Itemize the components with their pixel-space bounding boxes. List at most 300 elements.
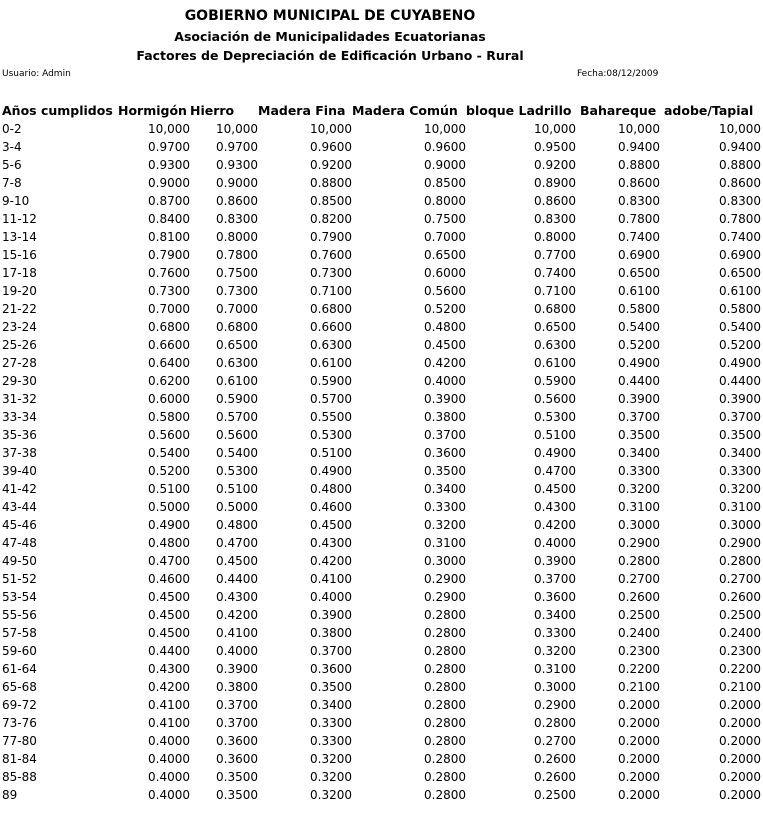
factor-cell: 0.5600 (216, 428, 258, 442)
table-row (0, 426, 761, 444)
factor-cell: 0.7600 (310, 248, 352, 262)
age-range-cell: 23-24 (2, 320, 37, 334)
age-range-cell: 39-40 (2, 464, 37, 478)
table-header-row (0, 100, 761, 120)
factor-cell: 0.5300 (534, 410, 576, 424)
age-range-cell: 35-36 (2, 428, 37, 442)
factor-cell: 0.3900 (216, 662, 258, 676)
factor-cell: 0.6500 (534, 320, 576, 334)
table-row (0, 300, 761, 318)
table-row (0, 498, 761, 516)
factor-cell: 0.4700 (148, 554, 190, 568)
factor-cell: 0.3100 (534, 662, 576, 676)
factor-cell: 0.4600 (148, 572, 190, 586)
factor-cell: 0.6800 (310, 302, 352, 316)
factor-cell: 0.4900 (310, 464, 352, 478)
factor-cell: 0.8600 (534, 194, 576, 208)
factor-cell: 0.7300 (216, 284, 258, 298)
factor-cell: 0.8800 (719, 158, 761, 172)
factor-cell: 0.3500 (618, 428, 660, 442)
column-header: Hormigón (118, 102, 187, 118)
factor-cell: 0.2700 (719, 572, 761, 586)
factor-cell: 0.2800 (424, 734, 466, 748)
factor-cell: 10,000 (618, 122, 660, 136)
factor-cell: 0.2900 (424, 590, 466, 604)
factor-cell: 0.9500 (534, 140, 576, 154)
factor-cell: 0.3200 (310, 788, 352, 802)
table-row (0, 750, 761, 768)
factor-cell: 0.9300 (216, 158, 258, 172)
factor-cell: 0.2800 (618, 554, 660, 568)
factor-cell: 10,000 (148, 122, 190, 136)
table-row (0, 174, 761, 192)
table-row (0, 156, 761, 174)
factor-cell: 0.3800 (424, 410, 466, 424)
factor-cell: 0.4000 (148, 734, 190, 748)
age-range-cell: 65-68 (2, 680, 37, 694)
factor-cell: 0.3500 (216, 770, 258, 784)
table-row (0, 570, 761, 588)
factor-cell: 0.3200 (310, 752, 352, 766)
factor-cell: 0.9000 (148, 176, 190, 190)
factor-cell: 0.2300 (719, 644, 761, 658)
age-range-cell: 3-4 (2, 140, 22, 154)
factor-cell: 0.5400 (216, 446, 258, 460)
table-row (0, 624, 761, 642)
factor-cell: 0.8600 (719, 176, 761, 190)
factor-cell: 0.2500 (618, 608, 660, 622)
factor-cell: 0.2500 (719, 608, 761, 622)
factor-cell: 0.4500 (148, 626, 190, 640)
factor-cell: 0.5000 (148, 500, 190, 514)
factor-cell: 0.4800 (216, 518, 258, 532)
factor-cell: 0.6800 (216, 320, 258, 334)
factor-cell: 0.3300 (618, 464, 660, 478)
table-row (0, 444, 761, 462)
factor-cell: 0.8500 (310, 194, 352, 208)
factor-cell: 0.3500 (310, 680, 352, 694)
factor-cell: 0.4400 (618, 374, 660, 388)
factor-cell: 0.3700 (618, 410, 660, 424)
factor-cell: 0.6500 (216, 338, 258, 352)
factor-cell: 0.2900 (719, 536, 761, 550)
report-title: GOBIERNO MUNICIPAL DE CUYABENO (184, 8, 476, 24)
factor-cell: 0.8000 (424, 194, 466, 208)
factor-cell: 0.4000 (534, 536, 576, 550)
age-range-cell: 61-64 (2, 662, 37, 676)
column-header: Años cumplidos (2, 102, 113, 118)
factor-cell: 0.6100 (534, 356, 576, 370)
table-row (0, 462, 761, 480)
table-row (0, 678, 761, 696)
table-row (0, 714, 761, 732)
factor-cell: 0.4900 (719, 356, 761, 370)
factor-cell: 0.7000 (216, 302, 258, 316)
age-range-cell: 15-16 (2, 248, 37, 262)
age-range-cell: 19-20 (2, 284, 37, 298)
factor-cell: 0.2000 (719, 698, 761, 712)
factor-cell: 0.3400 (310, 698, 352, 712)
factor-cell: 0.2100 (719, 680, 761, 694)
factor-cell: 0.3500 (424, 464, 466, 478)
factor-cell: 0.6100 (719, 284, 761, 298)
factor-cell: 0.4200 (534, 518, 576, 532)
factor-cell: 0.8800 (310, 176, 352, 190)
factor-cell: 0.6800 (534, 302, 576, 316)
factor-cell: 0.2400 (618, 626, 660, 640)
factor-cell: 0.3400 (618, 446, 660, 460)
age-range-cell: 85-88 (2, 770, 37, 784)
factor-cell: 0.5200 (148, 464, 190, 478)
table-row (0, 408, 761, 426)
factor-cell: 0.6300 (534, 338, 576, 352)
age-range-cell: 13-14 (2, 230, 37, 244)
factor-cell: 0.6100 (310, 356, 352, 370)
factor-cell: 0.3600 (310, 662, 352, 676)
factor-cell: 0.2000 (618, 734, 660, 748)
factor-cell: 0.4500 (148, 608, 190, 622)
factor-cell: 0.3200 (618, 482, 660, 496)
age-range-cell: 11-12 (2, 212, 37, 226)
factor-cell: 0.4500 (424, 338, 466, 352)
factor-cell: 0.3100 (719, 500, 761, 514)
age-range-cell: 0-2 (2, 122, 22, 136)
factor-cell: 0.7900 (310, 230, 352, 244)
age-range-cell: 31-32 (2, 392, 37, 406)
factor-cell: 0.7100 (534, 284, 576, 298)
factor-cell: 0.3400 (719, 446, 761, 460)
factor-cell: 0.4400 (148, 644, 190, 658)
age-range-cell: 27-28 (2, 356, 37, 370)
factor-cell: 0.3500 (216, 788, 258, 802)
factor-cell: 0.6400 (148, 356, 190, 370)
factor-cell: 0.2900 (618, 536, 660, 550)
table-row (0, 768, 761, 786)
age-range-cell: 51-52 (2, 572, 37, 586)
factor-cell: 0.4200 (148, 680, 190, 694)
column-header: Madera Común (352, 102, 458, 118)
factor-cell: 0.2800 (534, 716, 576, 730)
factor-cell: 0.8200 (310, 212, 352, 226)
factor-cell: 0.3700 (216, 716, 258, 730)
factor-cell: 0.3200 (719, 482, 761, 496)
factor-cell: 0.8000 (534, 230, 576, 244)
factor-cell: 0.2600 (534, 770, 576, 784)
factor-cell: 0.4500 (148, 590, 190, 604)
factor-cell: 0.6800 (148, 320, 190, 334)
factor-cell: 0.4900 (534, 446, 576, 460)
factor-cell: 0.3900 (310, 608, 352, 622)
factor-cell: 0.9600 (310, 140, 352, 154)
factor-cell: 0.7500 (424, 212, 466, 226)
column-header: bloque Ladrillo (466, 102, 572, 118)
factor-cell: 0.2000 (618, 716, 660, 730)
age-range-cell: 53-54 (2, 590, 37, 604)
factor-cell: 0.3400 (534, 608, 576, 622)
factor-cell: 0.5100 (148, 482, 190, 496)
factor-cell: 0.5800 (719, 302, 761, 316)
factor-cell: 0.8600 (618, 176, 660, 190)
table-row (0, 552, 761, 570)
factor-cell: 0.4300 (148, 662, 190, 676)
age-range-cell: 81-84 (2, 752, 37, 766)
factor-cell: 0.2000 (618, 698, 660, 712)
factor-cell: 0.2800 (719, 554, 761, 568)
factor-cell: 0.4300 (534, 500, 576, 514)
factor-cell: 0.3600 (424, 446, 466, 460)
age-range-cell: 69-72 (2, 698, 37, 712)
factor-cell: 0.5500 (310, 410, 352, 424)
factor-cell: 0.7900 (148, 248, 190, 262)
factor-cell: 0.4900 (148, 518, 190, 532)
factor-cell: 0.2800 (424, 644, 466, 658)
factor-cell: 0.4000 (148, 770, 190, 784)
factor-cell: 10,000 (719, 122, 761, 136)
factor-cell: 0.4800 (148, 536, 190, 550)
factor-cell: 0.5800 (148, 410, 190, 424)
factor-cell: 0.3900 (534, 554, 576, 568)
factor-cell: 0.4200 (216, 608, 258, 622)
factor-cell: 0.3600 (216, 752, 258, 766)
table-row (0, 282, 761, 300)
report-subtitle: Asociación de Municipalidades Ecuatorianas (174, 29, 486, 44)
factor-cell: 0.5000 (216, 500, 258, 514)
factor-cell: 0.2500 (534, 788, 576, 802)
table-row (0, 318, 761, 336)
factor-cell: 0.3700 (424, 428, 466, 442)
factor-cell: 0.5800 (618, 302, 660, 316)
factor-cell: 0.2800 (424, 698, 466, 712)
factor-cell: 0.8300 (618, 194, 660, 208)
factor-cell: 0.2800 (424, 680, 466, 694)
factor-cell: 0.3700 (534, 572, 576, 586)
factor-cell: 0.2800 (424, 770, 466, 784)
factor-cell: 0.5600 (534, 392, 576, 406)
factor-cell: 0.4000 (310, 590, 352, 604)
factor-cell: 0.2800 (424, 626, 466, 640)
factor-cell: 0.5400 (719, 320, 761, 334)
table-row (0, 120, 761, 138)
factor-cell: 0.2700 (618, 572, 660, 586)
factor-cell: 0.3900 (719, 392, 761, 406)
factor-cell: 0.5200 (424, 302, 466, 316)
factor-cell: 0.5400 (148, 446, 190, 460)
table-row (0, 480, 761, 498)
factor-cell: 0.5400 (618, 320, 660, 334)
factor-cell: 0.3300 (534, 626, 576, 640)
table-row (0, 264, 761, 282)
factor-cell: 0.6100 (216, 374, 258, 388)
table-row (0, 660, 761, 678)
age-range-cell: 47-48 (2, 536, 37, 550)
factor-cell: 0.4100 (148, 698, 190, 712)
factor-cell: 0.5600 (148, 428, 190, 442)
factor-cell: 0.5700 (216, 410, 258, 424)
factor-cell: 0.6100 (618, 284, 660, 298)
factor-cell: 0.9000 (216, 176, 258, 190)
factor-cell: 0.3700 (719, 410, 761, 424)
factor-cell: 0.2000 (719, 770, 761, 784)
age-range-cell: 5-6 (2, 158, 22, 172)
factor-cell: 0.3900 (424, 392, 466, 406)
factor-cell: 0.8600 (216, 194, 258, 208)
age-range-cell: 29-30 (2, 374, 37, 388)
factor-cell: 0.2600 (534, 752, 576, 766)
factor-cell: 0.4000 (148, 788, 190, 802)
factor-cell: 0.3000 (618, 518, 660, 532)
table-row (0, 246, 761, 264)
factor-cell: 0.4300 (310, 536, 352, 550)
factor-cell: 0.8900 (534, 176, 576, 190)
factor-cell: 0.7800 (719, 212, 761, 226)
factor-cell: 0.2800 (424, 608, 466, 622)
table-row (0, 192, 761, 210)
age-range-cell: 37-38 (2, 446, 37, 460)
factor-cell: 0.6300 (216, 356, 258, 370)
factor-cell: 0.6900 (719, 248, 761, 262)
factor-cell: 0.5100 (310, 446, 352, 460)
factor-cell: 0.5200 (618, 338, 660, 352)
factor-cell: 0.7500 (216, 266, 258, 280)
factor-cell: 0.4800 (424, 320, 466, 334)
factor-cell: 0.3700 (310, 644, 352, 658)
factor-cell: 10,000 (424, 122, 466, 136)
factor-cell: 0.2800 (424, 716, 466, 730)
date-label: Fecha:08/12/2009 (577, 69, 659, 79)
factor-cell: 0.3300 (719, 464, 761, 478)
factor-cell: 0.6300 (310, 338, 352, 352)
factor-cell: 0.4800 (310, 482, 352, 496)
factor-cell: 0.5700 (310, 392, 352, 406)
table-row (0, 354, 761, 372)
age-range-cell: 41-42 (2, 482, 37, 496)
factor-cell: 0.3100 (618, 500, 660, 514)
factor-cell: 0.8400 (148, 212, 190, 226)
table-row (0, 642, 761, 660)
factor-cell: 0.2000 (719, 788, 761, 802)
factor-cell: 0.4100 (310, 572, 352, 586)
factor-cell: 0.4500 (310, 518, 352, 532)
factor-cell: 0.9400 (719, 140, 761, 154)
factor-cell: 0.3800 (216, 680, 258, 694)
table-row (0, 372, 761, 390)
factor-cell: 0.3300 (424, 500, 466, 514)
user-label: Usuario: Admin (2, 69, 71, 79)
factor-cell: 0.4300 (216, 590, 258, 604)
age-range-cell: 21-22 (2, 302, 37, 316)
age-range-cell: 7-8 (2, 176, 22, 190)
age-range-cell: 43-44 (2, 500, 37, 514)
factor-cell: 0.5900 (216, 392, 258, 406)
factor-cell: 0.3800 (310, 626, 352, 640)
factor-cell: 0.9000 (424, 158, 466, 172)
factor-cell: 0.9600 (424, 140, 466, 154)
column-header: adobe/Tapial (664, 102, 754, 118)
factor-cell: 0.7100 (310, 284, 352, 298)
factor-cell: 0.3200 (534, 644, 576, 658)
factor-cell: 0.5300 (310, 428, 352, 442)
factor-cell: 0.7400 (534, 266, 576, 280)
factor-cell: 0.9200 (310, 158, 352, 172)
factor-cell: 0.4500 (216, 554, 258, 568)
factor-cell: 0.5100 (534, 428, 576, 442)
factor-cell: 10,000 (310, 122, 352, 136)
factor-cell: 0.4400 (216, 572, 258, 586)
factor-cell: 0.2000 (618, 770, 660, 784)
age-range-cell: 59-60 (2, 644, 37, 658)
age-range-cell: 45-46 (2, 518, 37, 532)
factor-cell: 0.2900 (534, 698, 576, 712)
factor-cell: 0.7400 (618, 230, 660, 244)
factor-cell: 0.2600 (618, 590, 660, 604)
factor-cell: 0.3000 (719, 518, 761, 532)
table-row (0, 786, 761, 804)
factor-cell: 0.8300 (719, 194, 761, 208)
age-range-cell: 89 (2, 788, 18, 802)
factor-cell: 0.9300 (148, 158, 190, 172)
factor-cell: 0.2700 (534, 734, 576, 748)
age-range-cell: 49-50 (2, 554, 37, 568)
table-row (0, 210, 761, 228)
age-range-cell: 57-58 (2, 626, 37, 640)
factor-cell: 0.9700 (216, 140, 258, 154)
factor-cell: 0.6000 (148, 392, 190, 406)
table-row (0, 390, 761, 408)
factor-cell: 0.4400 (719, 374, 761, 388)
factor-cell: 0.7300 (310, 266, 352, 280)
factor-cell: 0.3200 (424, 518, 466, 532)
age-range-cell: 73-76 (2, 716, 37, 730)
table-row (0, 138, 761, 156)
column-header: Madera Fina (258, 102, 346, 118)
factor-cell: 0.8500 (424, 176, 466, 190)
age-range-cell: 9-10 (2, 194, 30, 208)
factor-cell: 0.2100 (618, 680, 660, 694)
factor-cell: 0.2600 (719, 590, 761, 604)
factor-cell: 0.6000 (424, 266, 466, 280)
factor-cell: 0.3400 (424, 482, 466, 496)
factor-cell: 0.3600 (534, 590, 576, 604)
table-row (0, 336, 761, 354)
factor-cell: 0.6600 (310, 320, 352, 334)
factor-cell: 0.4100 (148, 716, 190, 730)
factor-cell: 0.3000 (424, 554, 466, 568)
factor-cell: 0.3000 (534, 680, 576, 694)
factor-cell: 0.4700 (534, 464, 576, 478)
factor-cell: 0.4100 (216, 626, 258, 640)
factor-cell: 0.3300 (310, 716, 352, 730)
factor-cell: 0.3600 (216, 734, 258, 748)
factor-cell: 10,000 (216, 122, 258, 136)
factor-cell: 0.5900 (310, 374, 352, 388)
factor-cell: 0.3900 (618, 392, 660, 406)
factor-cell: 0.7800 (216, 248, 258, 262)
age-range-cell: 55-56 (2, 608, 37, 622)
factor-cell: 0.9700 (148, 140, 190, 154)
factor-cell: 0.2000 (719, 734, 761, 748)
factor-cell: 0.2200 (618, 662, 660, 676)
factor-cell: 0.5900 (534, 374, 576, 388)
table-row (0, 606, 761, 624)
depreciation-table (0, 100, 761, 804)
column-header: Bahareque (580, 102, 657, 118)
factor-cell: 0.3100 (424, 536, 466, 550)
factor-cell: 0.2000 (618, 752, 660, 766)
factor-cell: 0.2800 (424, 662, 466, 676)
factor-cell: 0.7800 (618, 212, 660, 226)
age-range-cell: 25-26 (2, 338, 37, 352)
factor-cell: 0.3500 (719, 428, 761, 442)
